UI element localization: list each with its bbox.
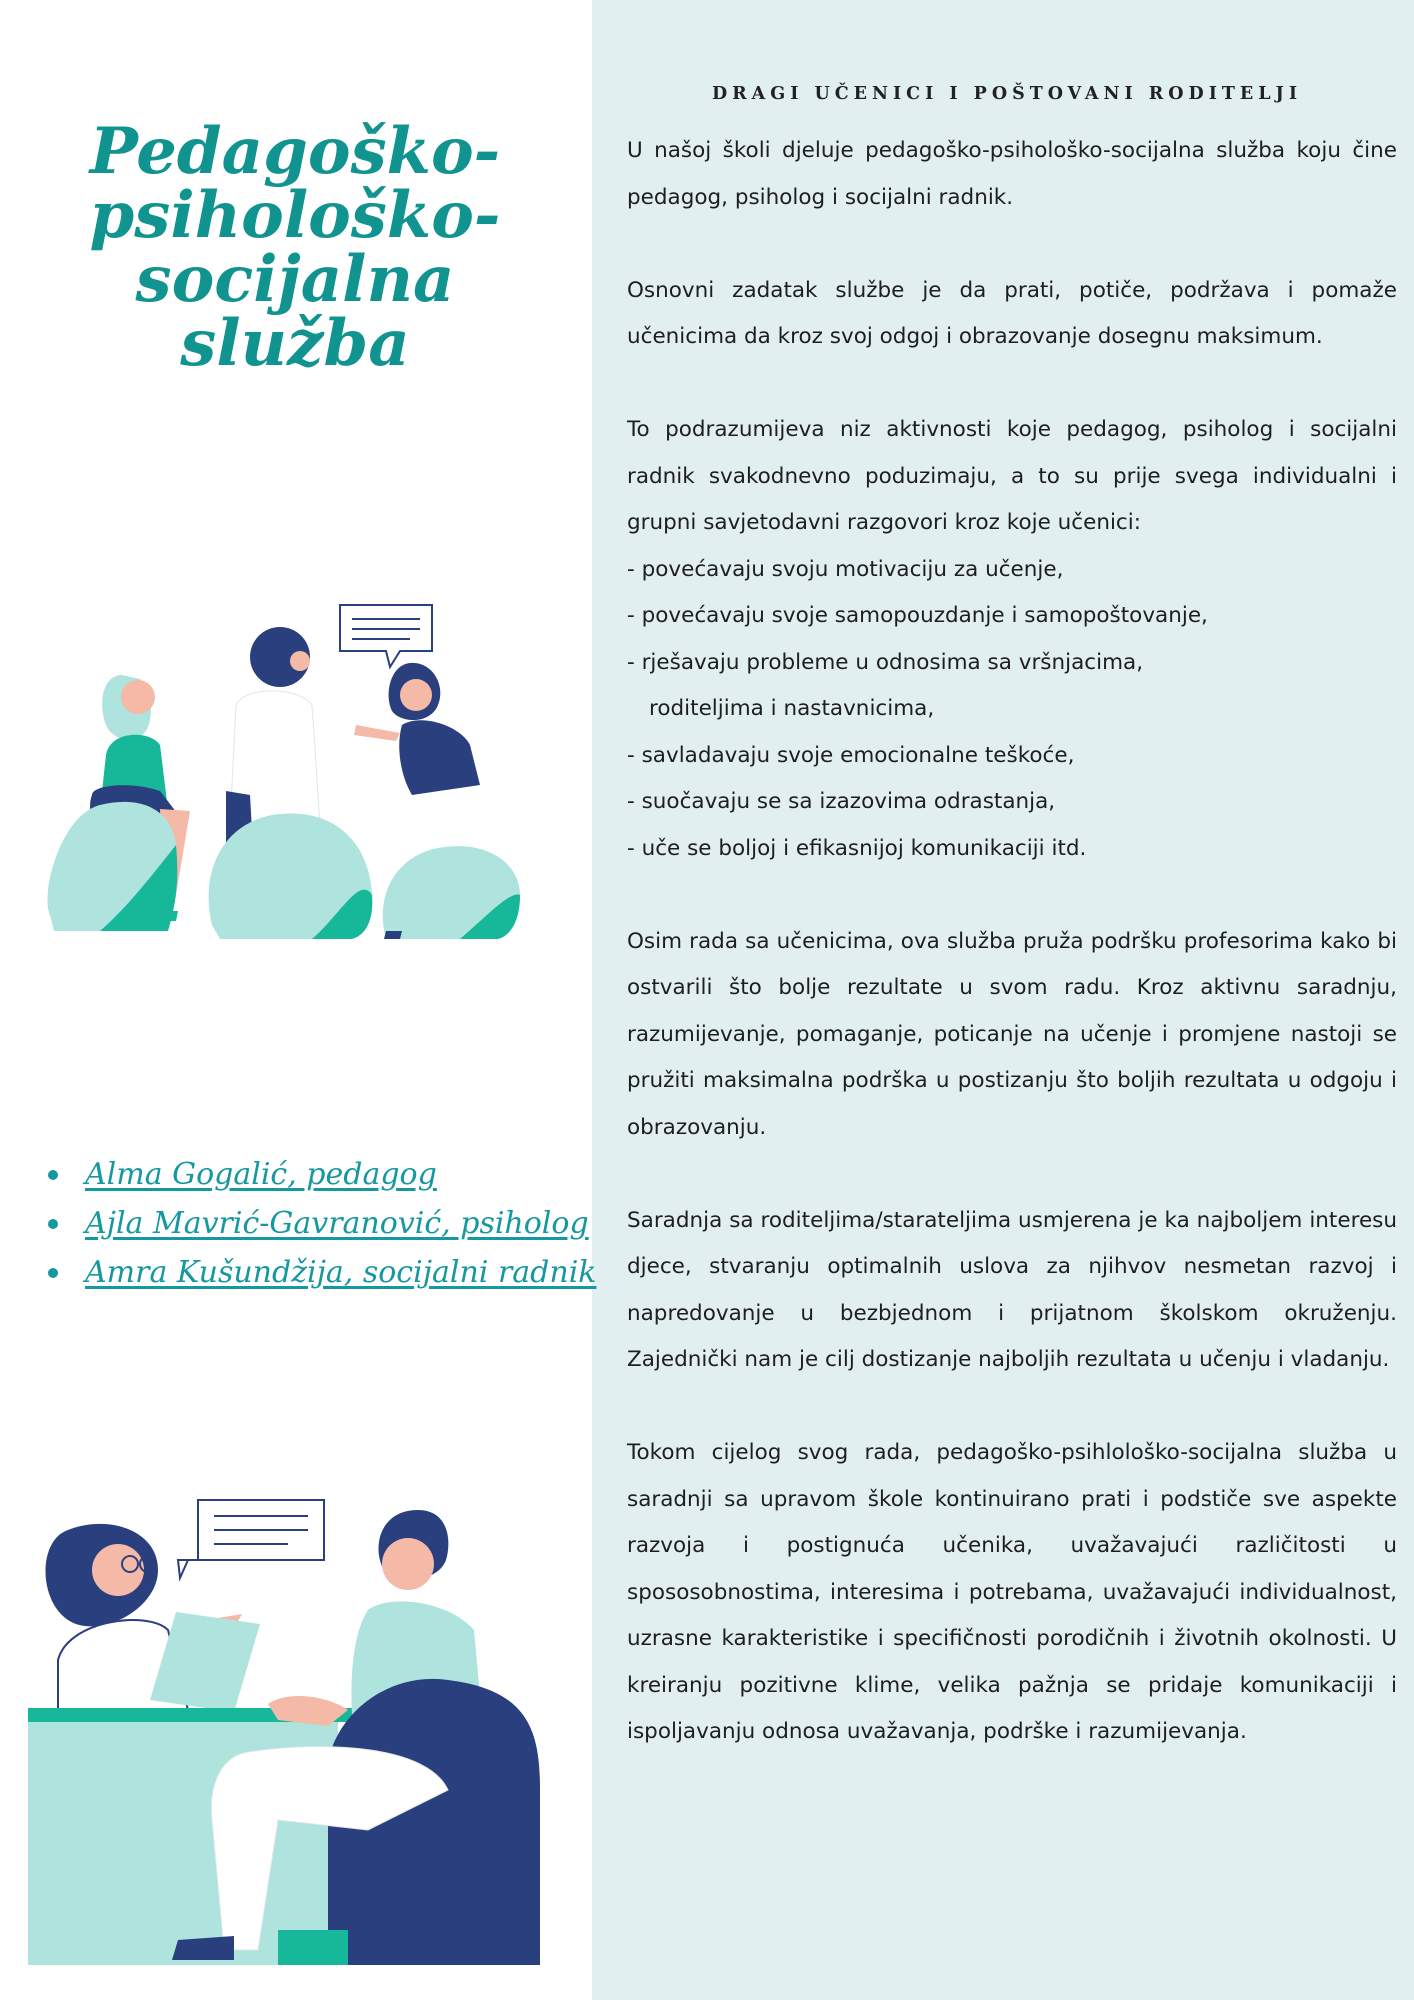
paragraph-intro: To podrazumijeva niz aktivnosti koje pedagog, psiholog i socijalni radnik svakodnevno poduzimaju, a to su prije svega individualni i grupni savjetodavni razgovori kroz koje učenici: bbox=[627, 417, 1397, 535]
title-line: socijalna bbox=[135, 242, 455, 317]
list-item: - savladavaju svoje emocionalne teškoće, bbox=[627, 742, 1075, 768]
paragraph-with-list bbox=[627, 407, 1397, 872]
body-text bbox=[627, 128, 1397, 1802]
list-item bbox=[40, 1248, 597, 1297]
group-counseling-illustration bbox=[40, 595, 570, 940]
section-heading: DRAGI UČENICI I POŠTOVANI RODITELJI bbox=[711, 84, 1303, 104]
paragraph: Osnovni zadatak službe je da prati, potiče, podržava i pomaže učenicima da kroz svoj odgoj i obrazovanje dosegnu maksimum. bbox=[627, 277, 1397, 349]
staff-list bbox=[40, 1150, 597, 1297]
list-item: - uče se boljoj i efikasnijoj komunikaciji itd. bbox=[627, 835, 1087, 861]
individual-counseling-illustration bbox=[28, 1490, 568, 1965]
list-item bbox=[40, 1150, 580, 1199]
list-item: - povećavaju svoje samopouzdanje i samopoštovanje, bbox=[627, 603, 1208, 628]
staff-link-pedagog[interactable]: Alma Gogalić, pedagog bbox=[85, 1157, 437, 1192]
paragraph: Osim rada sa učenicima, ova služba pruža podršku profesorima kako bi ostvarili što bolje rezultate u svom radu. Kroz aktivnu saradnju, razumijevanje, pomaganje, poticanje na učenje i promjene nastoji se pružiti maksimalna podrška u postizanju što boljih rezultata u odgoju i obrazovanju. bbox=[627, 928, 1397, 1140]
paragraph: U našoj školi djeluje pedagoško-psihološko-socijalna služba koju čine pedagog, psiholog i socijalni radnik. bbox=[627, 138, 1397, 210]
staff-link-psiholog[interactable]: Ajla Mavrić-Gavranović, psiholog bbox=[85, 1206, 589, 1241]
paragraph: Saradnja sa roditeljima/starateljima usmjerena je ka najboljem interesu djece, stvaranju optimalnih uslova za njihvov nesmetan razvoj i napredovanje u bezbjednom i prijatnom školskom okruženju. Zajednički nam je cilj dostizanje najboljih rezultata u učenju i vladanju. bbox=[627, 1207, 1397, 1372]
title-line: služba bbox=[180, 306, 410, 381]
list-item: - povećavaju svoju motivaciju za učenje, bbox=[627, 556, 1064, 582]
title-line: psihološko- bbox=[89, 178, 501, 253]
list-item: - suočavaju se sa izazovima odrastanja, bbox=[627, 789, 1056, 814]
paragraph: Tokom cijelog svog rada, pedagoško-psihlološko-socijalna služba u saradnji sa upravom škole kontinuirano prati i podstiče sve aspekte razvoja i postignuća učenika, uvažavajući različitosti u spososobnostima, interesima i potrebama, uvažavajući individualnost, uzrasne karakteristike i specifičnosti porodičnih i životnih okolnosti. U kreiranju pozitivne klime, velika pažnja se pridaje komunikaciji i ispoljavanju odnosa uvažavanja, podrške i razumijevanja. bbox=[627, 1440, 1397, 1744]
list-item: - rješavaju probleme u odnosima sa vršnjacima, bbox=[627, 649, 1144, 675]
title-line: Pedagoško- bbox=[89, 114, 501, 189]
list-item-continuation: roditeljima i nastavnicima, bbox=[649, 696, 935, 721]
page-title bbox=[40, 114, 550, 381]
list-item bbox=[40, 1199, 589, 1248]
staff-link-socijalni-radnik[interactable]: Amra Kušundžija, socijalni radnik bbox=[85, 1255, 597, 1290]
